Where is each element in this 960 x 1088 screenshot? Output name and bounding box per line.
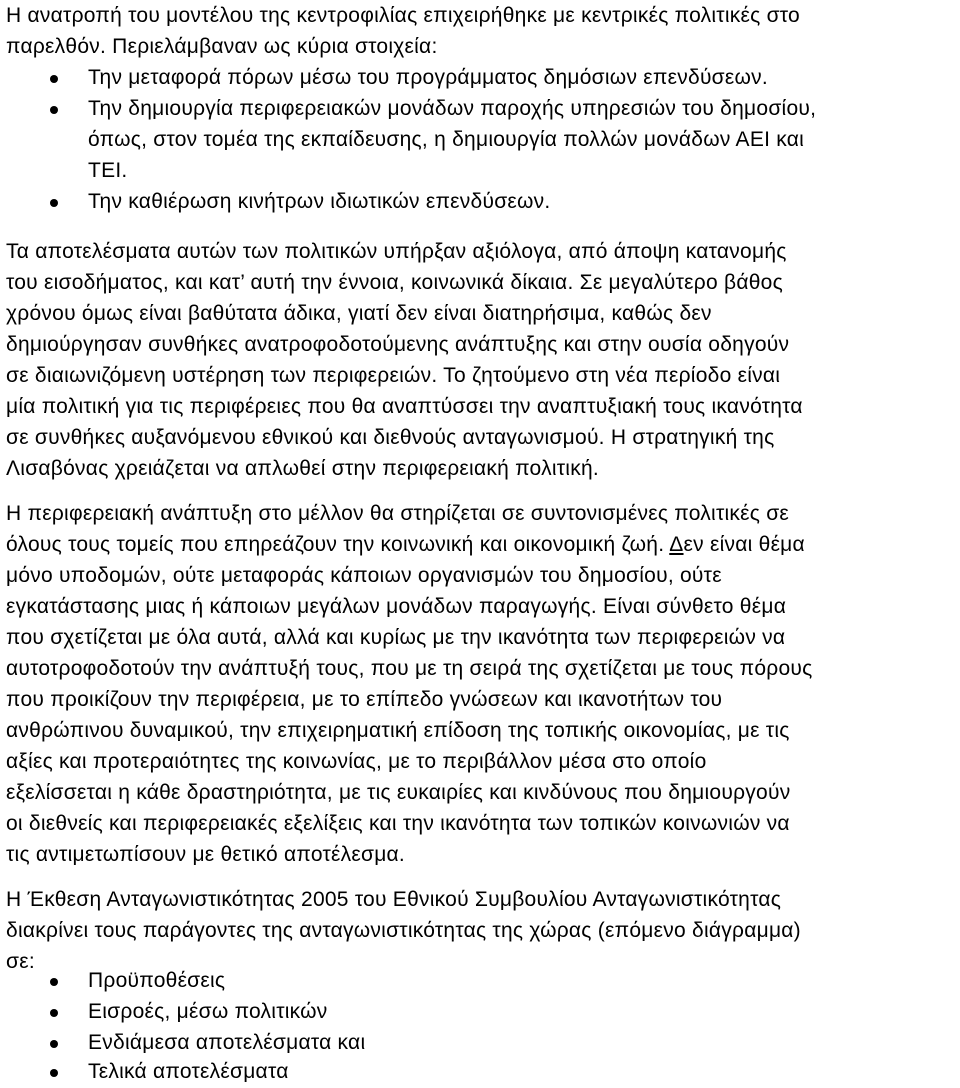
bullet-icon [50,1009,58,1017]
paragraph-3-line-7: που προικίζουν την περιφέρεια, με το επίπεδο γνώσεων και ικανοτήτων του [6,688,723,711]
paragraph-3-line-9: αξίες και προτεραιότητες της κοινωνίας, με το περιβάλλον μέσα στο οποίο [6,750,707,773]
list-1-item-2-line-1: Την δημιουργία περιφερειακών μονάδων παροχής υπηρεσιών του δημοσίου, [88,97,817,120]
paragraph-2-line-8: Λισαβόνας χρειάζεται να απλωθεί στην περιφερειακή πολιτική. [6,457,599,480]
bullet-icon [50,106,58,114]
bullet-icon [50,1069,58,1077]
paragraph-3-line-3: μόνο υποδομών, ούτε μεταφοράς κάποιων οργανισμών του δημοσίου, ούτε [6,564,722,587]
paragraph-2-line-6: μία πολιτική για τις περιφέρειες που θα αναπτύσσει την αναπτυξιακή τους ικανότητα [6,395,803,418]
bullet-icon [50,978,58,986]
list-1-item-3: Την καθιέρωση κινήτρων ιδιωτικών επενδύσεων. [88,190,551,213]
paragraph-3-line-4: εγκατάστασης μιας ή κάποιων μεγάλων μονάδων παραγωγής. Είναι σύνθετο θέμα [6,595,787,618]
list-2-item-2: Εισροές, μέσω πολιτικών [88,1000,328,1023]
paragraph-3-line-8: ανθρώπινου δυναμικού, την επιχειρηματική επίδοση της τοπικής οικονομίας, με τις [6,719,790,742]
list-2-item-1: Προϋποθέσεις [88,969,226,992]
paragraph-4-line-3: σε: [6,950,35,973]
paragraph-3-line-12: τις αντιμετωπίσουν με θετικό αποτέλεσμα. [6,843,406,866]
paragraph-3-line-5: που σχετίζεται με όλα αυτά, αλλά και κυρίως με την ικανότητα των περιφερειών να [6,626,786,649]
bullet-icon [50,199,58,207]
paragraph-2-line-5: σε διαιωνιζόμενη υστέρηση των περιφερειών. Το ζητούμενο στη νέα περίοδο είναι [6,364,781,387]
paragraph-2-line-2: του εισοδήματος, και κατ’ αυτή την έννοια, κοινωνικά δίκαια. Σε μεγαλύτερο βάθος [6,271,783,294]
list-2-item-3: Ενδιάμεσα αποτελέσματα και [88,1031,366,1054]
paragraph-1-line-1: Η ανατροπή του μοντέλου της κεντροφιλίας επιχειρήθηκε με κεντρικές πολιτικές στο [6,4,800,27]
underlined-letter: Δ [669,533,684,556]
paragraph-3-line-6: αυτοτροφοδοτούν την ανάπτυξή τους, που με τη σειρά της σχετίζεται με τους πόρους [6,657,813,680]
paragraph-4-line-2: διακρίνει τους παράγοντες της ανταγωνιστικότητας της χώρας (επόμενο διάγραμμα) [6,919,801,942]
paragraph-3-line-10: εξελίσσεται η κάθε δραστηριότητα, με τις ευκαιρίες και κινδύνους που δημιουργούν [6,781,791,804]
paragraph-3-line-11: οι διεθνείς και περιφερειακές εξελίξεις και την ικανότητα των τοπικών κοινωνιών να [6,812,790,835]
paragraph-3-line-1: Η περιφερειακή ανάπτυξη στο μέλλον θα στηρίζεται σε συντονισμένες πολιτικές σε [6,502,790,525]
paragraph-3-line-2-end: εν είναι θέμα [683,533,805,556]
paragraph-2-line-1: Τα αποτελέσματα αυτών των πολιτικών υπήρξαν αξιόλογα, από άποψη κατανομής [6,240,787,263]
paragraph-3-line-2 [6,529,805,560]
bullet-icon [50,1040,58,1048]
list-1-item-2-line-2: όπως, στον τομέα της εκπαίδευσης, η δημιουργία πολλών μονάδων ΑΕΙ και [88,128,805,151]
bullet-icon [50,75,58,83]
list-1-item-1: Την μεταφορά πόρων μέσω του προγράμματος δημόσιων επενδύσεων. [88,66,768,89]
paragraph-2-line-7: σε συνθήκες αυξανόμενου εθνικού και διεθνούς ανταγωνισμού. Η στρατηγική της [6,426,775,449]
list-1-item-2-line-3: ΤΕΙ. [88,159,128,182]
paragraph-3-line-2-start: όλους τους τομείς που επηρεάζουν την κοινωνική και οικονομική ζωή. [6,533,670,556]
paragraph-1-line-2: παρελθόν. Περιελάμβαναν ως κύρια στοιχεία: [6,35,438,58]
paragraph-2-line-3: χρόνου όμως είναι βαθύτατα άδικα, γιατί δεν είναι διατηρήσιμα, καθώς δεν [6,302,712,325]
paragraph-4-line-1: Η Έκθεση Ανταγωνιστικότητας 2005 του Εθνικού Συμβουλίου Ανταγωνιστικότητας [6,888,782,911]
paragraph-2-line-4: δημιούργησαν συνθήκες ανατροφοδοτούμενης ανάπτυξης και στην ουσία οδηγούν [6,333,790,356]
list-2-item-4: Τελικά αποτελέσματα [88,1060,289,1083]
